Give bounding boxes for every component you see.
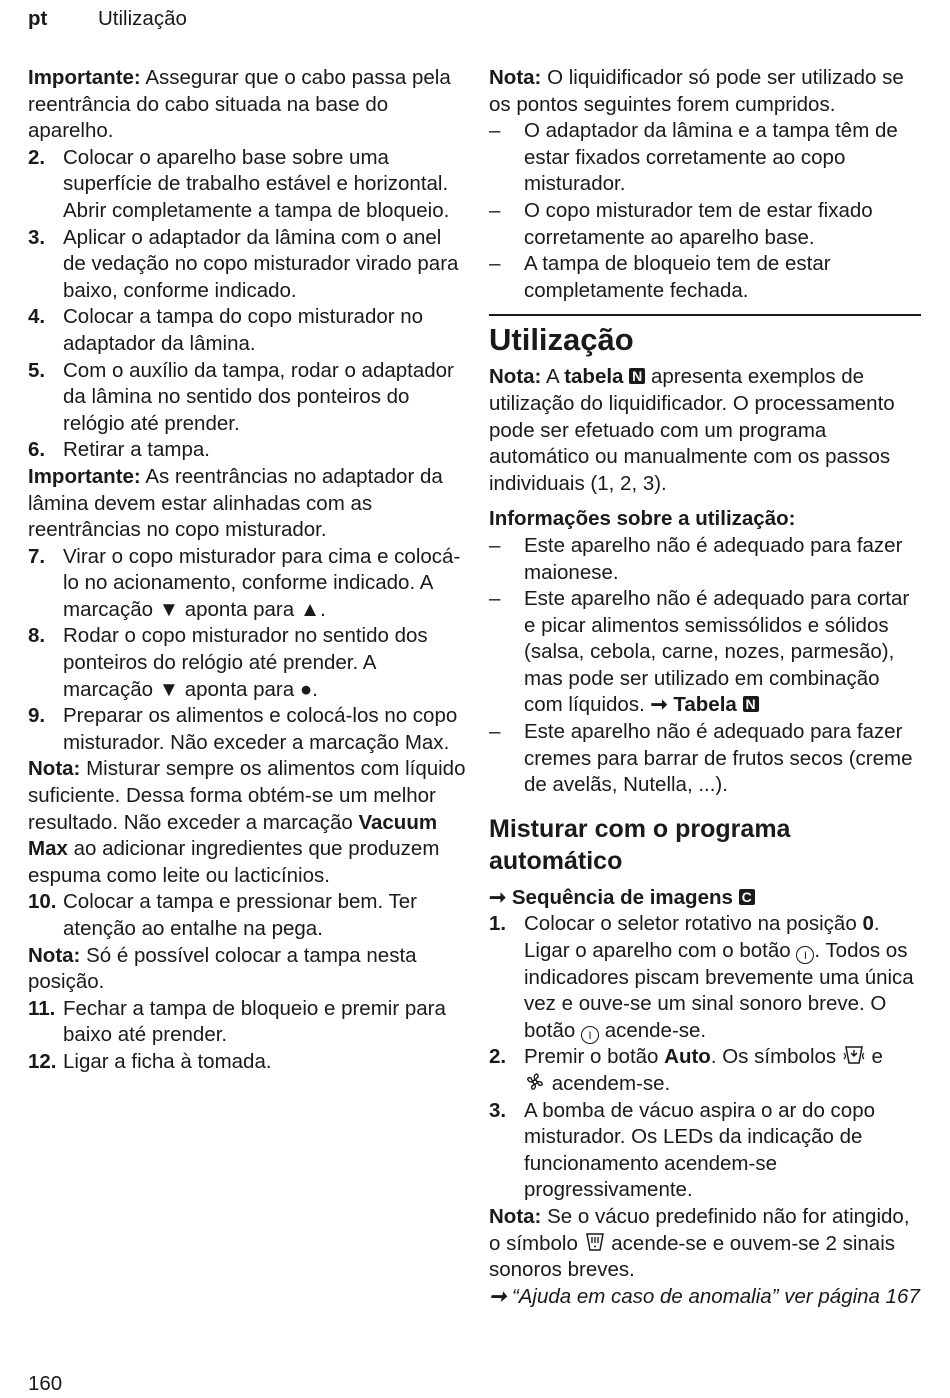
dash-bullet: –	[489, 198, 501, 222]
note-liquid: Nota: Misturar sempre os alimentos com líquido suficiente. Dessa forma obtém-se um melhor resultado. Não exceder a marcação Vacuum Max ao adicionar ingredientes que produzem espuma como leite ou lacticínios.	[28, 757, 466, 887]
note-label: Nota:	[489, 365, 542, 389]
info-item: – Este aparelho não é adequado para fazer maionese.	[489, 533, 921, 586]
step-11	[28, 996, 468, 1049]
step-2	[28, 145, 468, 225]
table-n-badge: N	[629, 368, 645, 384]
important-note-alignment	[28, 464, 468, 544]
warning-cup-icon	[584, 1231, 606, 1253]
auto-button-label: Auto	[664, 1045, 711, 1069]
important-label: Importante:	[28, 464, 141, 488]
step-text: Com o auxílio da tampa, rodar o adaptador da lâmina no sentido dos ponteiros do relógio até prender.	[63, 358, 454, 435]
vacuum-max-marking: Vacuum Max	[28, 810, 438, 861]
step-number: 5.	[28, 358, 46, 382]
position-zero: 0	[862, 912, 874, 936]
dash-bullet: –	[489, 587, 501, 611]
auto-step-1	[489, 911, 921, 1044]
max-marking: Max	[404, 730, 444, 754]
step-number: 3.	[489, 1098, 507, 1122]
arrow-right-icon: ➞	[489, 885, 507, 909]
triangle-up-icon: ▲	[299, 597, 321, 621]
step-text: A bomba de vácuo aspira o ar do copo misturador. Os LEDs da indicação de funcionamento acendem-se progressivamente.	[524, 1098, 876, 1202]
step-number: 12.	[28, 1049, 57, 1073]
triangle-down-icon: ▼	[158, 677, 180, 701]
image-sequence-ref: ➞ Sequência de imagens C	[489, 885, 921, 912]
page-header	[28, 6, 187, 33]
note-lid-position: Nota: Só é possível colocar a tampa nesta posição.	[28, 943, 417, 994]
step-number: 11.	[28, 996, 56, 1020]
info-item: – Este aparelho não é adequado para cortar e picar alimentos semissólidos e sólidos (salsa, cebola, carne, nozes, parmesão), mas pode ser utilizado em combinação com líquidos. ➞ Tabela N	[489, 586, 921, 719]
step-number: 6.	[28, 438, 46, 462]
table-reference: tabela	[564, 365, 624, 389]
step-6	[28, 437, 468, 464]
step-text: Colocar o aparelho base sobre uma superfície de trabalho estável e horizontal. Abrir completamente a tampa de bloqueio.	[63, 145, 450, 222]
step-10	[28, 889, 468, 942]
step-9	[28, 703, 468, 756]
fan-icon	[524, 1071, 546, 1093]
note-table: Nota: A tabela N apresenta exemplos de utilização do liquidificador. O processamento pode ser efetuado com um programa automático ou manualmente com os passos individuais (1, 2, 3).	[489, 365, 895, 495]
step-text: Ligar a ficha à tomada.	[63, 1049, 272, 1073]
step-number: 7.	[28, 544, 46, 568]
dash-bullet: –	[489, 119, 501, 143]
step-text: Retirar a tampa.	[63, 438, 210, 462]
step-text: Fechar a tampa de bloqueio e premir para baixo até prender.	[63, 996, 446, 1047]
dash-bullet: –	[489, 533, 501, 557]
dash-bullet: –	[489, 252, 501, 276]
page-number: 160	[28, 1372, 63, 1395]
step-12	[28, 1049, 468, 1076]
note-label: Nota:	[28, 757, 81, 781]
triangle-down-icon: ▼	[158, 597, 180, 621]
info-item: – Este aparelho não é adequado para fazer cremes para barrar de frutos secos (creme de avelãs, Nutella, ...).	[489, 719, 921, 799]
step-number: 4.	[28, 305, 46, 329]
arrow-right-icon: ➞	[489, 1284, 507, 1308]
condition-item: – O adaptador da lâmina e a tampa têm de estar fixados corretamente ao copo misturador.	[489, 118, 921, 198]
troubleshooting-reference[interactable]	[489, 1284, 921, 1311]
section-title: Utilização	[98, 7, 187, 30]
note-label: Nota:	[489, 1204, 542, 1228]
note-label: Nota:	[489, 66, 542, 89]
step-text: Virar o copo misturador para cima e colocá-lo no acionamento, conforme indicado. A marcação ▼ aponta para ▲.	[63, 544, 461, 621]
step-text: Colocar o seletor rotativo na posição 0. Ligar o aparelho com o botão I . Todos os indicadores piscam brevemente uma única vez e ouve-se um sinal sonoro breve. O botão I acende-se.	[524, 912, 914, 1042]
right-column	[489, 65, 921, 1310]
step-number: 2.	[489, 1045, 507, 1069]
step-8	[28, 623, 468, 703]
dash-bullet: –	[489, 720, 501, 744]
step-number: 1.	[489, 912, 507, 936]
info-heading: Informações sobre a utilização:	[489, 507, 796, 531]
important-label: Importante:	[28, 66, 141, 89]
vacuum-cup-icon	[842, 1044, 866, 1066]
important-note-cable	[28, 65, 468, 145]
step-text: Colocar a tampa e pressionar bem. Ter atenção ao entalhe na pega.	[63, 890, 417, 940]
sequence-c-badge: C	[739, 889, 755, 905]
reference-link[interactable]: “Ajuda em caso de anomalia” ver página 167	[506, 1284, 920, 1308]
auto-step-3	[489, 1098, 921, 1204]
step-text: Colocar a tampa do copo misturador no adaptador da lâmina.	[63, 305, 424, 355]
condition-item: – A tampa de bloqueio tem de estar completamente fechada.	[489, 251, 921, 304]
table-reference: Tabela	[667, 693, 743, 717]
step-7	[28, 544, 468, 624]
left-column	[28, 65, 468, 1076]
dot-icon: ●	[299, 677, 313, 701]
step-text: Rodar o copo misturador no sentido dos ponteiros do relógio até prender. A marcação ▼ aponta para ●.	[63, 624, 428, 701]
important-text: As reentrâncias no adaptador da lâmina devem estar alinhadas com as reentrâncias no copo misturador.	[28, 464, 443, 542]
step-number: 9.	[28, 704, 46, 728]
table-n-badge: N	[743, 696, 759, 712]
step-text: Premir o botão Auto. Os símbolos e acendem-se.	[524, 1045, 883, 1095]
note-vacuum-failure: Nota: Se o vácuo predefinido não for atingido, o símbolo acende-se e ouvem-se 2 sinais sonoros breves.	[489, 1204, 910, 1282]
section-divider	[489, 314, 921, 316]
language-code: pt	[28, 7, 48, 30]
step-4	[28, 304, 468, 357]
step-text: Aplicar o adaptador da lâmina com o anel de vedação no copo misturador virado para baixo, conforme indicado.	[63, 225, 459, 302]
condition-item: – O copo misturador tem de estar fixado corretamente ao aparelho base.	[489, 198, 921, 251]
step-number: 3.	[28, 225, 46, 249]
heading-auto-program: Misturar com o programa automático	[489, 814, 791, 875]
important-text: Assegurar que o cabo passa pela reentrância do cabo situada na base do aparelho.	[28, 66, 451, 143]
step-number: 8.	[28, 624, 46, 648]
note-conditions: Nota: O liquidificador só pode ser utilizado se os pontos seguintes forem cumpridos.	[489, 66, 904, 116]
step-number: 2.	[28, 145, 46, 169]
power-icon: I	[796, 946, 814, 964]
power-icon: I	[581, 1026, 599, 1044]
step-5	[28, 358, 468, 438]
note-label: Nota:	[28, 943, 81, 967]
step-3	[28, 225, 468, 305]
step-text: Preparar os alimentos e colocá-los no copo misturador. Não exceder a marcação Max.	[63, 704, 458, 754]
auto-step-2	[489, 1044, 921, 1097]
heading-utilizacao: Utilização	[489, 322, 634, 358]
arrow-right-icon: ➞	[650, 693, 668, 717]
step-number: 10.	[28, 890, 57, 914]
